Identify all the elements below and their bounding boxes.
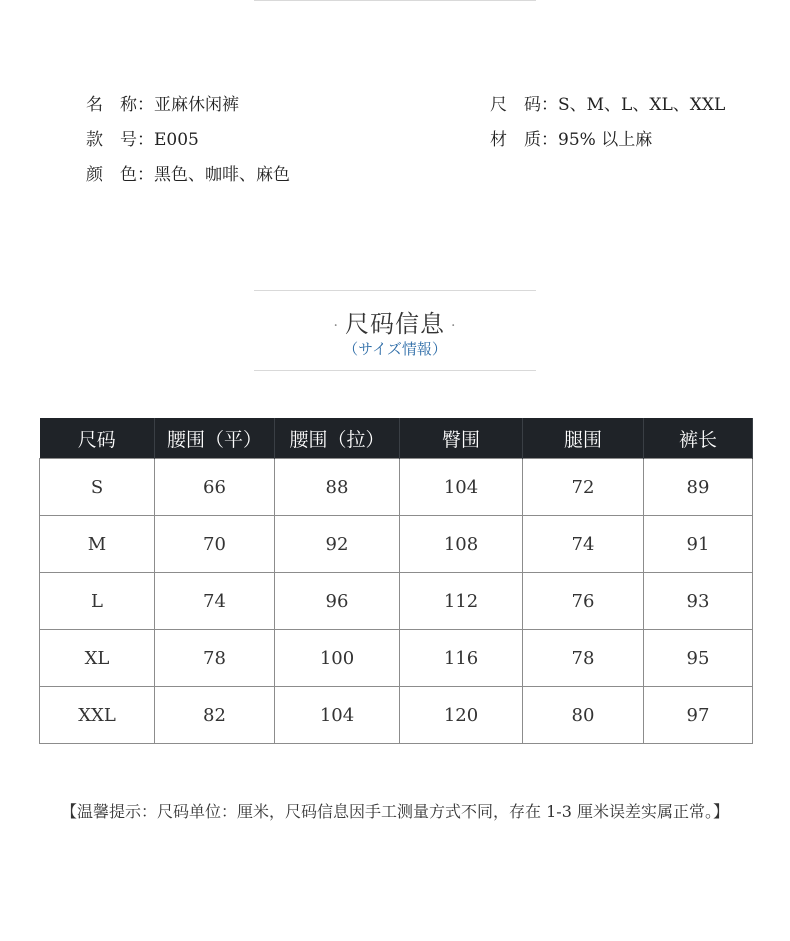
cell-size: L	[40, 573, 155, 630]
table-row	[40, 459, 753, 516]
cell-size: XL	[40, 630, 155, 687]
cell-length: 91	[644, 516, 753, 573]
cell-length: 89	[644, 459, 753, 516]
cell-length: 93	[644, 573, 753, 630]
product-name-row	[86, 90, 239, 115]
cell-waist-stretch: 104	[275, 687, 400, 744]
cell-waist-stretch: 100	[275, 630, 400, 687]
cell-thigh: 78	[523, 630, 644, 687]
cell-hip: 104	[400, 459, 523, 516]
header-length: 裤长	[644, 418, 753, 459]
product-material-value: 95% 以上麻	[558, 130, 653, 150]
product-sizes-row	[490, 90, 725, 115]
size-table-header	[40, 418, 753, 459]
cell-size: S	[40, 459, 155, 516]
product-code-label: 款 号：	[86, 130, 154, 150]
header-thigh: 腿围	[523, 418, 644, 459]
cell-waist-flat: 74	[155, 573, 275, 630]
measurement-tip: 【温馨提示：尺码单位：厘米，尺码信息因手工测量方式不同，存在 1-3 厘米误差实属正常。】	[61, 802, 729, 821]
dot-left-icon: ·	[333, 317, 339, 334]
cell-thigh: 72	[523, 459, 644, 516]
cell-waist-flat: 82	[155, 687, 275, 744]
product-code-row	[86, 125, 199, 150]
product-code-value: E005	[154, 130, 199, 150]
dot-right-icon: ·	[451, 317, 457, 334]
section-bottom-divider	[254, 370, 536, 371]
table-row	[40, 516, 753, 573]
cell-thigh: 80	[523, 687, 644, 744]
size-table	[39, 418, 753, 744]
cell-hip: 108	[400, 516, 523, 573]
cell-waist-flat: 70	[155, 516, 275, 573]
header-size: 尺码	[40, 418, 155, 459]
cell-waist-stretch: 88	[275, 459, 400, 516]
header-hip: 臀围	[400, 418, 523, 459]
section-title	[0, 304, 790, 339]
table-row	[40, 573, 753, 630]
cell-hip: 116	[400, 630, 523, 687]
product-material-row	[490, 125, 652, 150]
product-sizes-value: S、M、L、XL、XXL	[558, 95, 726, 115]
header-waist-flat: 腰围（平）	[155, 418, 275, 459]
section-title-text: 尺码信息	[345, 310, 445, 338]
product-color-value: 黑色、咖啡、麻色	[154, 165, 290, 185]
cell-size: XXL	[40, 687, 155, 744]
cell-waist-flat: 78	[155, 630, 275, 687]
section-top-divider	[254, 290, 536, 291]
product-material-label: 材 质：	[490, 130, 558, 150]
product-color-row	[86, 160, 290, 185]
cell-hip: 120	[400, 687, 523, 744]
cell-thigh: 74	[523, 516, 644, 573]
cell-waist-stretch: 96	[275, 573, 400, 630]
product-name-value: 亚麻休闲裤	[154, 95, 239, 115]
cell-thigh: 76	[523, 573, 644, 630]
cell-length: 95	[644, 630, 753, 687]
table-row	[40, 687, 753, 744]
cell-hip: 112	[400, 573, 523, 630]
table-row	[40, 630, 753, 687]
product-color-label: 颜 色：	[86, 165, 154, 185]
cell-size: M	[40, 516, 155, 573]
cell-waist-flat: 66	[155, 459, 275, 516]
section-subtitle: （サイズ情報）	[343, 340, 447, 358]
product-sizes-label: 尺 码：	[490, 95, 558, 115]
header-waist-stretch: 腰围（拉）	[275, 418, 400, 459]
cell-length: 97	[644, 687, 753, 744]
product-name-label: 名 称：	[86, 95, 154, 115]
cell-waist-stretch: 92	[275, 516, 400, 573]
top-divider	[254, 0, 536, 1]
